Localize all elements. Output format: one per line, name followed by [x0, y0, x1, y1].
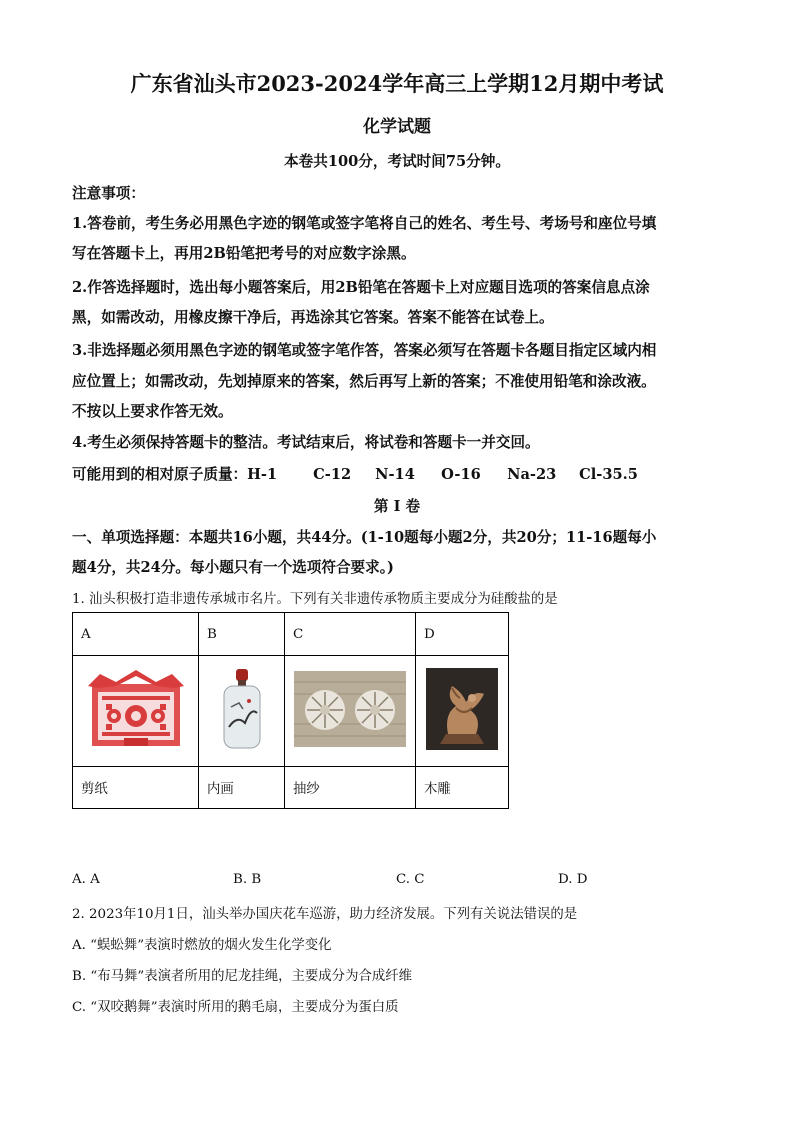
papercut-image: [73, 656, 199, 767]
notes-line: 不按以上要求作答无效。: [72, 403, 233, 420]
exam-title: 广东省汕头市2023-2024学年高三上学期12月期中考试: [130, 71, 664, 96]
answer-option-b: B. “布马舞”表演者所用的尼龙挂绳，主要成分为合成纤维: [72, 969, 413, 984]
option-header: A: [73, 613, 199, 656]
atomic-mass-item: Cl-35.5: [579, 466, 638, 483]
wood-carving-image: [416, 656, 509, 767]
option-name: 剪纸: [73, 767, 199, 809]
notes-heading: 注意事项：: [72, 185, 145, 202]
atomic-mass-line: [72, 463, 638, 484]
answer-option-d: D. D: [558, 872, 588, 887]
atomic-mass-item: O-16: [441, 466, 481, 483]
answer-option-a: A. A: [72, 872, 100, 887]
option-header: C: [285, 613, 416, 656]
notes-line: 2.作答选择题时，选出每小题答案后，用2B铅笔在答题卡上对应题目选项的答案信息点涂: [72, 279, 650, 296]
notes-line: 1.答卷前，考生务必用黑色字迹的钢笔或签字笔将自己的姓名、考生号、考场号和座位号填: [72, 215, 657, 232]
section-instructions: 题4分，共24分。每小题只有一个选项符合要求。): [72, 559, 394, 576]
section-instructions: 一、单项选择题：本题共16小题，共44分。(1-10题每小题2分，共20分；11-16题每小: [72, 529, 657, 546]
question-1-table: [72, 612, 509, 809]
option-name: 抽纱: [285, 767, 416, 809]
question-1-stem: 1. 汕头积极打造非遗传承城市名片。下列有关非遗传承物质主要成分为硅酸盐的是: [72, 592, 558, 607]
notes-line: 黑，如需改动，用橡皮擦干净后，再选涂其它答案。答案不能答在试卷上。: [72, 309, 554, 326]
exam-subject: 化学试题: [363, 117, 431, 137]
answer-option-c: C. C: [396, 872, 425, 887]
atomic-mass-item: C-12: [313, 466, 352, 483]
atomic-mass-item: H-1: [247, 466, 278, 483]
option-name: 内画: [199, 767, 285, 809]
answer-option-b: B. B: [233, 872, 262, 887]
option-header: B: [199, 613, 285, 656]
atomic-mass-label: 可能用到的相对原子质量：: [72, 466, 248, 483]
drawn-work-image: [285, 656, 416, 767]
notes-line: 应位置上；如需改动，先划掉原来的答案，然后再写上新的答案；不准使用铅笔和涂改液。: [72, 373, 656, 390]
part-title: 第 I 卷: [373, 498, 421, 515]
notes-line: 写在答题卡上，再用2B铅笔把考号的对应数字涂黑。: [72, 245, 416, 262]
answer-option-a: A. “蜈蚣舞”表演时燃放的烟火发生化学变化: [72, 938, 332, 953]
exam-info: 本卷共100分，考试时间75分钟。: [284, 153, 510, 170]
atomic-mass-item: Na-23: [507, 466, 557, 483]
question-2-stem: 2. 2023年10月1日，汕头举办国庆花车巡游，助力经济发展。下列有关说法错误的是: [72, 907, 578, 922]
inner-painting-bottle-image: [199, 656, 285, 767]
notes-line: 4.考生必须保持答题卡的整洁。考试结束后，将试卷和答题卡一并交回。: [72, 434, 540, 451]
option-name: 木雕: [416, 767, 509, 809]
notes-line: 3.非选择题必须用黑色字迹的钢笔或签字笔作答，答案必须写在答题卡各题目指定区域内相: [72, 342, 657, 359]
answer-option-c: C. “双咬鹅舞”表演时所用的鹅毛扇，主要成分为蛋白质: [72, 1000, 399, 1015]
option-header: D: [416, 613, 509, 656]
atomic-mass-item: N-14: [375, 466, 415, 483]
